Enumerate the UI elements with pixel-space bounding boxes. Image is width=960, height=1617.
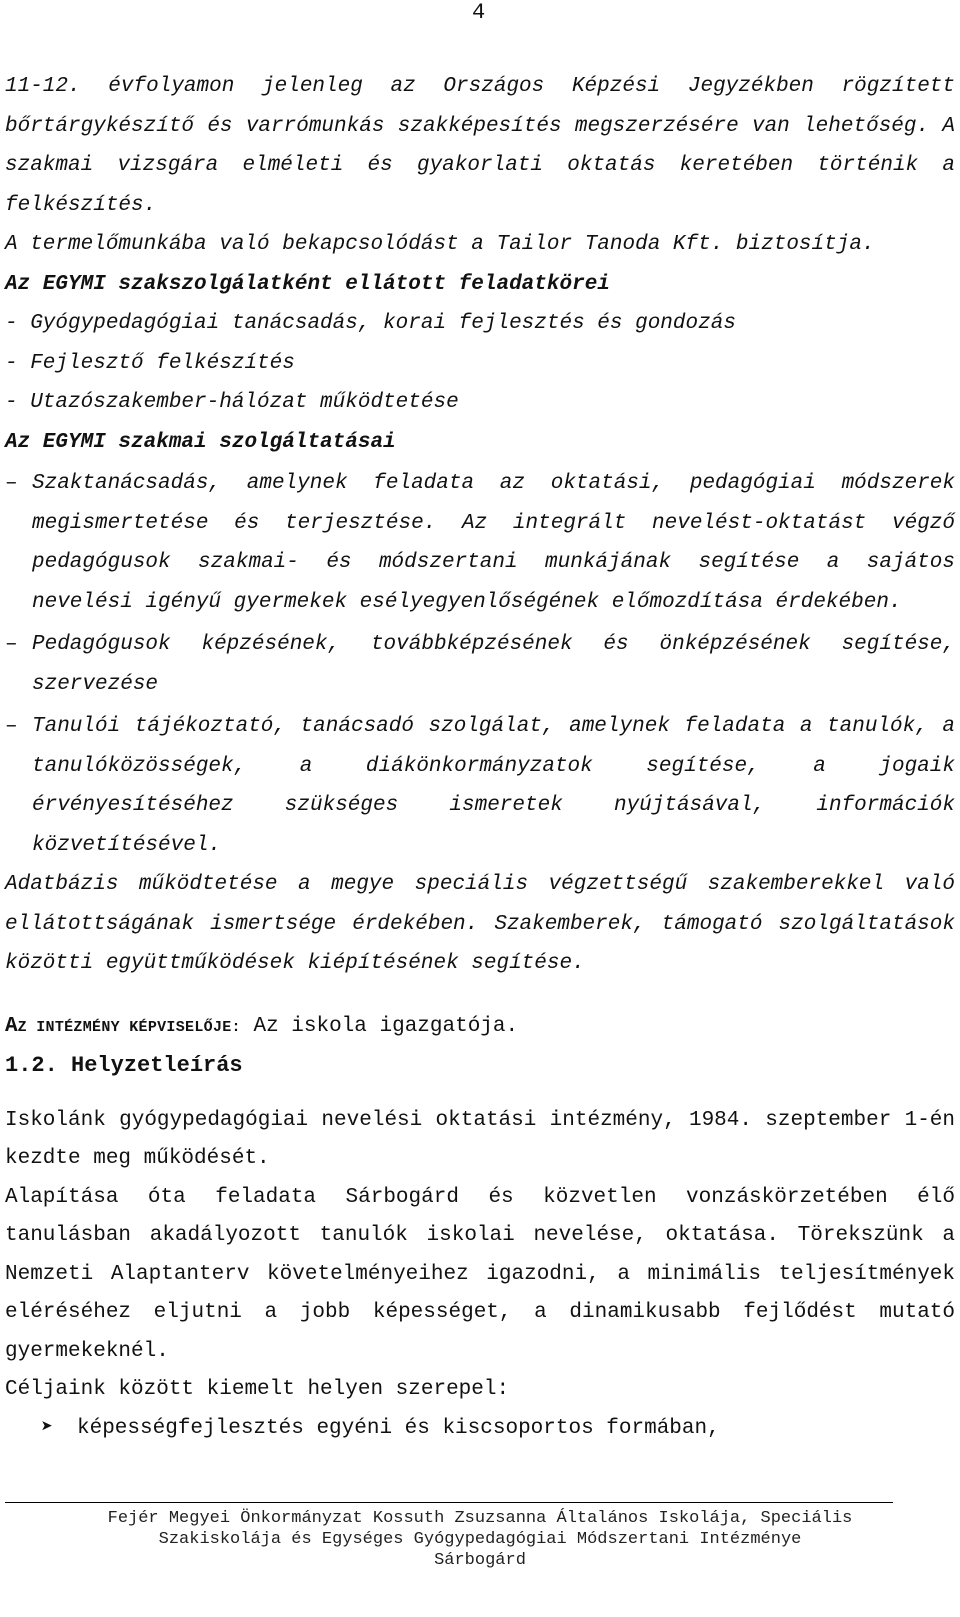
dash-bullet: – — [5, 633, 18, 656]
arrow-bullet-icon: ➤ — [41, 1416, 54, 1440]
section-paragraph: Iskolánk gyógypedagógiai nevelési oktatási intézmény, 1984. szeptember 1-én kezdte meg működését. — [5, 1108, 955, 1170]
section-heading: 1.2. Helyzetleírás — [5, 1052, 243, 1078]
representative-value: Az iskola igazgatója. — [253, 1014, 519, 1038]
service-item-text: Tanulói tájékoztató, tanácsadó szolgálat, amelynek feladata a tanulók, a tanulóközösségek, a diákönkormányzatok segítése, a jogaik érvényesítéséhez szükséges ismeretek nyújtásával, információk közvetítésével. — [32, 715, 955, 857]
bullet-item — [5, 1410, 955, 1449]
footer-line: Sárbogárd — [434, 1551, 526, 1570]
services-heading: Az EGYMI szakmai szolgáltatásai — [5, 430, 396, 454]
dash-bullet: – — [5, 472, 18, 495]
section-paragraph: Céljaink között kiemelt helyen szerepel: — [5, 1378, 510, 1401]
page-footer — [0, 1508, 960, 1571]
dash-bullet: – — [5, 715, 18, 738]
intro-paragraph-2: A termelőmunkába való bekapcsolódást a Tailor Tanoda Kft. biztosítja. — [5, 233, 875, 256]
bullet-item-text: képességfejlesztés egyéni és kiscsoportos formában, — [77, 1416, 720, 1440]
duty-item: - Fejlesztő felkészítés — [5, 351, 295, 375]
duty-item: - Gyógypedagógiai tanácsadás, korai fejlesztés és gondozás — [5, 312, 736, 335]
service-item — [5, 464, 955, 622]
representative-label: Z INTÉZMÉNY KÉPVISELŐJE: — [17, 1018, 241, 1036]
page-number: 4 — [472, 0, 486, 25]
service-item — [5, 625, 955, 704]
representative-line — [5, 1009, 955, 1046]
footer-line: Szakiskolája és Egységes Gyógypedagógiai Módszertani Intézménye — [158, 1530, 802, 1549]
intro-paragraph: 11-12. évfolyamon jelenleg az Országos Képzési Jegyzékben rögzített bőrtárgykészítő és varrómunkás szakképesítés megszerzésére van lehetőség. A szakmai vizsgára elméleti és gyakorlati oktatás keretében történik a felkészítés. — [5, 75, 955, 217]
service-item — [5, 707, 955, 865]
page-content — [5, 67, 955, 1448]
database-paragraph: Adatbázis működtetése a megye speciális végzettségű szakemberekkel való ellátottságának ismertsége érdekében. Szakemberek, támogató szolgáltatások közötti együttműködések kiépítésének segítése. — [5, 873, 955, 975]
footer-divider — [5, 1502, 893, 1503]
service-item-text: Pedagógusok képzésének, továbbképzésének és önképzésének segítése, szervezése — [32, 633, 955, 696]
duties-heading: Az EGYMI szakszolgálatként ellátott feladatkörei — [5, 272, 610, 296]
duty-item: - Utazószakember-hálózat működtetése — [5, 391, 459, 414]
section-paragraph: Alapítása óta feladata Sárbogárd és közvetlen vonzáskörzetében élő tanulásban akadályozott tanulók iskolai nevelése, oktatása. Törekszünk a Nemzeti Alaptanterv követelményeihez igazodni, a minimális teljesítmények eléréséhez eljutni a jobb képességet, a dinamikusabb fejlődést mutató gyermekeknél. — [5, 1185, 955, 1363]
representative-label-initial: A — [5, 1014, 18, 1038]
service-item-text: Szaktanácsadás, amelynek feladata az oktatási, pedagógiai módszerek megismertetése és terjesztése. Az integrált nevelést-oktatást végző pedagógusok szakmai- és módszertani munkájának segítése a sajátos nevelési igényű gyermekek esélyegyenlőségének előmozdítása érdekében. — [32, 472, 955, 614]
footer-line: Fejér Megyei Önkormányzat Kossuth Zsuzsanna Általános Iskolája, Speciális — [107, 1509, 853, 1528]
